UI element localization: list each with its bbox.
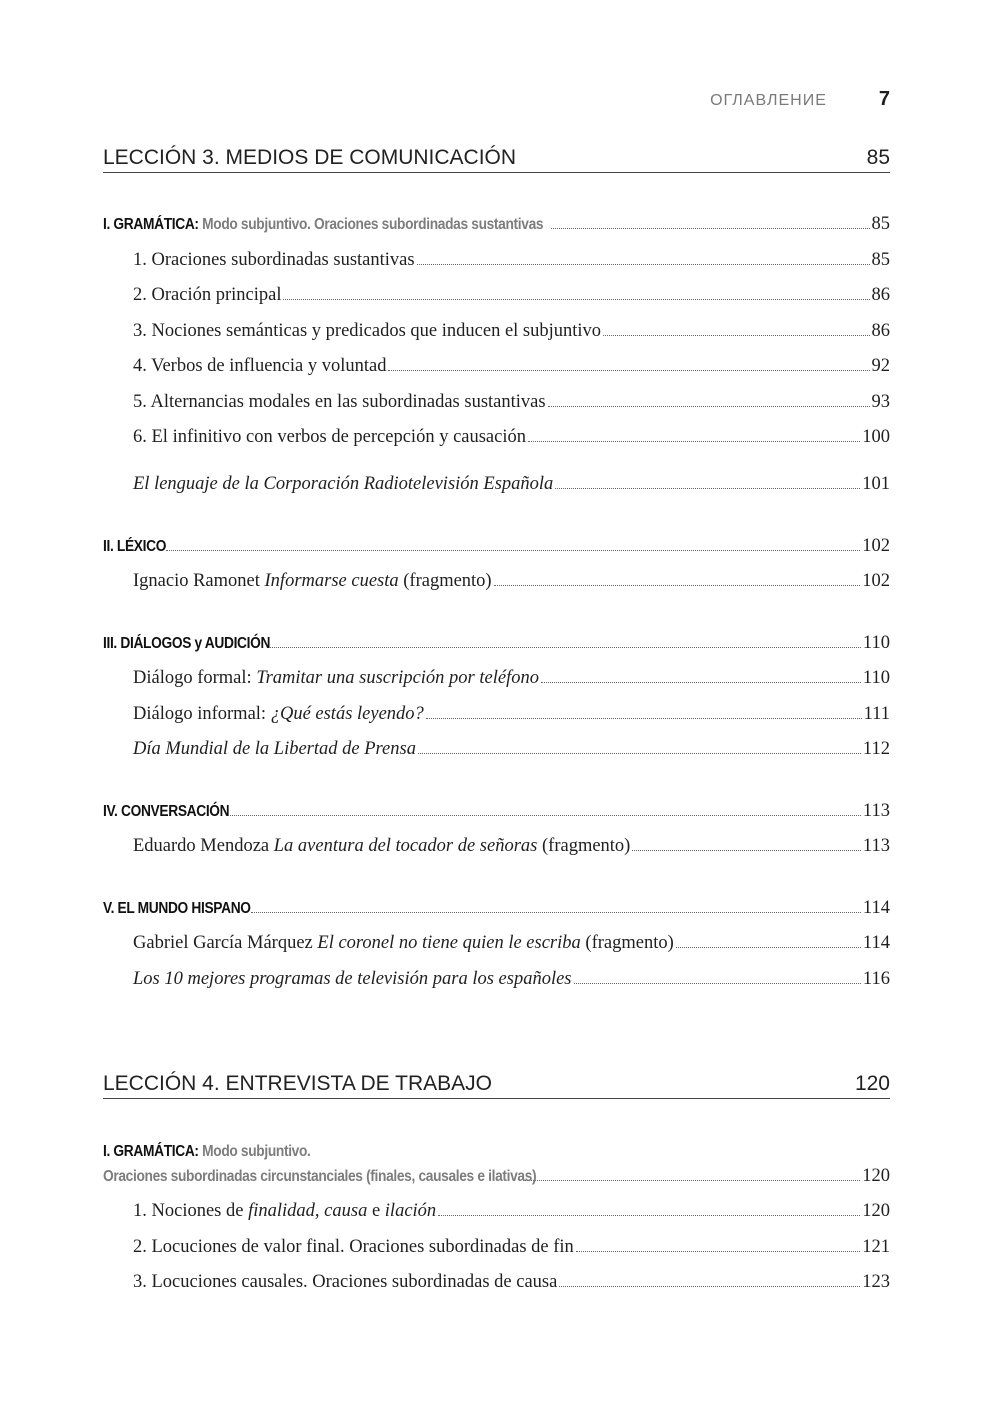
page-ref: 93 [871, 392, 890, 412]
entry-term-2: causa [324, 1201, 368, 1221]
dot-leader [426, 717, 862, 719]
entry-text: Los 10 mejores programas de televisión para los españoles [133, 969, 572, 989]
toc-entry[interactable] [133, 737, 890, 761]
dot-leader [603, 334, 869, 336]
dot-leader [555, 487, 860, 489]
page-ref: 123 [862, 1272, 890, 1292]
section-label: V. EL MUNDO HISPANO [103, 900, 251, 917]
entry-suffix: (fragmento) [580, 933, 674, 953]
page-ref: 114 [862, 898, 890, 918]
page-ref: 110 [862, 668, 890, 688]
toc-entry[interactable] [133, 569, 890, 593]
entry-title: Informarse cuesta [264, 571, 399, 591]
dot-leader [528, 440, 860, 442]
dot-leader [267, 646, 861, 648]
toc-entry[interactable] [133, 390, 890, 414]
page-ref: 120 [862, 1166, 890, 1186]
toc-entry-grammar[interactable] [103, 212, 890, 237]
dot-leader [251, 911, 861, 913]
page-ref: 85 [871, 214, 890, 234]
entry-term-1: finalidad [248, 1201, 315, 1221]
dot-leader [388, 369, 869, 371]
page-ref: 121 [862, 1237, 890, 1257]
page-ref: 112 [862, 739, 890, 759]
dot-leader [576, 1250, 860, 1252]
page-ref: 85 [871, 250, 890, 270]
dot-leader [541, 681, 861, 683]
page-ref: 113 [862, 801, 890, 821]
toc-entry[interactable] [133, 1235, 890, 1259]
toc-entry[interactable] [133, 319, 890, 343]
page-ref: 111 [863, 704, 890, 724]
section-heading-line1 [103, 1140, 311, 1164]
page-ref: 100 [862, 427, 890, 447]
entry-title: ¿Qué estás leyendo? [270, 704, 424, 724]
lesson-3-title: LECCIÓN 3. MEDIOS DE COMUNICACIÓN [103, 146, 517, 169]
dot-leader [230, 814, 861, 816]
dot-leader [574, 982, 861, 984]
entry-suffix: (fragmento) [537, 836, 631, 856]
entry-suffix: (fragmento) [398, 571, 492, 591]
entry-text: 3. Nociones semánticas y predicados que inducen el subjuntivo [133, 321, 602, 341]
toc-entry-mundo-hispano[interactable] [103, 896, 890, 921]
page-ref: 116 [862, 969, 890, 989]
toc-entry[interactable] [133, 666, 890, 690]
page-ref: 113 [862, 836, 890, 856]
entry-sep-2: e [367, 1201, 385, 1221]
entry-text: 1. Oraciones subordinadas sustantivas [133, 250, 415, 270]
toc-entry[interactable] [133, 248, 890, 272]
entry-text: 5. Alternancias modales en las subordinadas sustantivas [133, 392, 546, 412]
section-subtitle-line1: Modo subjuntivo. [202, 1143, 311, 1160]
toc-entry[interactable] [133, 1199, 890, 1223]
running-title: ОГЛАВЛЕНИЕ [710, 92, 827, 109]
section-label: II. LÉXICO [103, 538, 167, 555]
entry-author: Gabriel García Márquez [133, 933, 318, 953]
page-ref: 110 [862, 633, 890, 653]
entry-prefix: Diálogo informal: [133, 704, 271, 724]
dot-leader [551, 227, 870, 229]
dot-leader [418, 752, 861, 754]
dot-leader [559, 1285, 860, 1287]
dot-leader [523, 1179, 860, 1181]
toc-entry-lexico[interactable] [103, 534, 890, 559]
toc-entry[interactable] [133, 967, 890, 991]
dot-leader [632, 849, 861, 851]
section-label: IV. CONVERSACIÓN [103, 803, 230, 820]
toc-entry[interactable] [133, 1270, 890, 1294]
section-label: I. GRAMÁTICA: [103, 1143, 199, 1160]
page-ref: 102 [862, 536, 890, 556]
entry-term-3: ilación [384, 1201, 437, 1221]
entry-text: 2. Locuciones de valor final. Oraciones subordinadas de fin [133, 1237, 574, 1257]
section-label: I. GRAMÁTICA: [103, 216, 199, 233]
toc-entry-conversacion[interactable] [103, 799, 890, 824]
entry-text: 2. Oración principal [133, 285, 282, 305]
page-ref: 92 [871, 356, 890, 376]
toc-entry[interactable] [133, 354, 890, 378]
lesson-3-page: 85 [866, 146, 890, 169]
dot-leader [438, 1214, 860, 1216]
entry-title: Tramitar una suscripción por teléfono [256, 668, 539, 688]
section-subtitle: Modo subjuntivo. Oraciones subordinadas sustantivas [202, 216, 544, 233]
toc-entry[interactable] [133, 472, 890, 496]
running-head [0, 88, 890, 111]
entry-author: Ignacio Ramonet [133, 571, 265, 591]
dot-leader [676, 946, 861, 948]
page-number: 7 [878, 88, 890, 110]
dot-leader [494, 584, 861, 586]
entry-prefix: Diálogo formal: [133, 668, 257, 688]
entry-sep-1: , [314, 1201, 325, 1221]
page-ref: 114 [862, 933, 890, 953]
dot-leader [283, 298, 869, 300]
entry-text: 3. Locuciones causales. Oraciones subordinadas de causa [133, 1272, 558, 1292]
entry-title: El coronel no tiene quien le escriba [317, 933, 581, 953]
toc-entry[interactable] [133, 283, 890, 307]
page-ref: 86 [871, 285, 890, 305]
page-ref: 102 [862, 571, 890, 591]
section-subtitle-line2: Oraciones subordinadas circunstanciales (finales, causales e ilativas) [103, 1168, 537, 1185]
lesson-4-title: LECCIÓN 4. ENTREVISTA DE TRABAJO [103, 1072, 492, 1095]
lesson-3-heading[interactable] [103, 146, 890, 173]
section-label: III. DIÁLOGOS y AUDICIÓN [103, 635, 271, 652]
dot-leader [166, 549, 860, 551]
entry-text: Día Mundial de la Libertad de Prensa [133, 739, 416, 759]
page-ref: 86 [871, 321, 890, 341]
lesson-4-heading[interactable] [103, 1072, 890, 1099]
toc-entry[interactable] [133, 702, 890, 726]
entry-text: 6. El infinitivo con verbos de percepción y causación [133, 427, 526, 447]
entry-title: La aventura del tocador de señoras [273, 836, 538, 856]
entry-author: Eduardo Mendoza [133, 836, 274, 856]
page-ref: 101 [862, 474, 890, 494]
entry-text: El lenguaje de la Corporación Radiotelevisión Española [133, 474, 554, 494]
dot-leader [417, 263, 870, 265]
toc-entry-grammar-2[interactable] [103, 1164, 890, 1189]
toc-entry[interactable] [133, 834, 890, 858]
toc-entry-dialogos[interactable] [103, 631, 890, 656]
entry-prefix: 1. Nociones de [133, 1201, 249, 1221]
dot-leader [548, 405, 870, 407]
entry-text: 4. Verbos de influencia y voluntad [133, 356, 387, 376]
lesson-4-page: 120 [854, 1072, 890, 1095]
page-ref: 120 [862, 1201, 890, 1221]
toc-entry[interactable] [133, 425, 890, 449]
toc-entry[interactable] [133, 931, 890, 955]
